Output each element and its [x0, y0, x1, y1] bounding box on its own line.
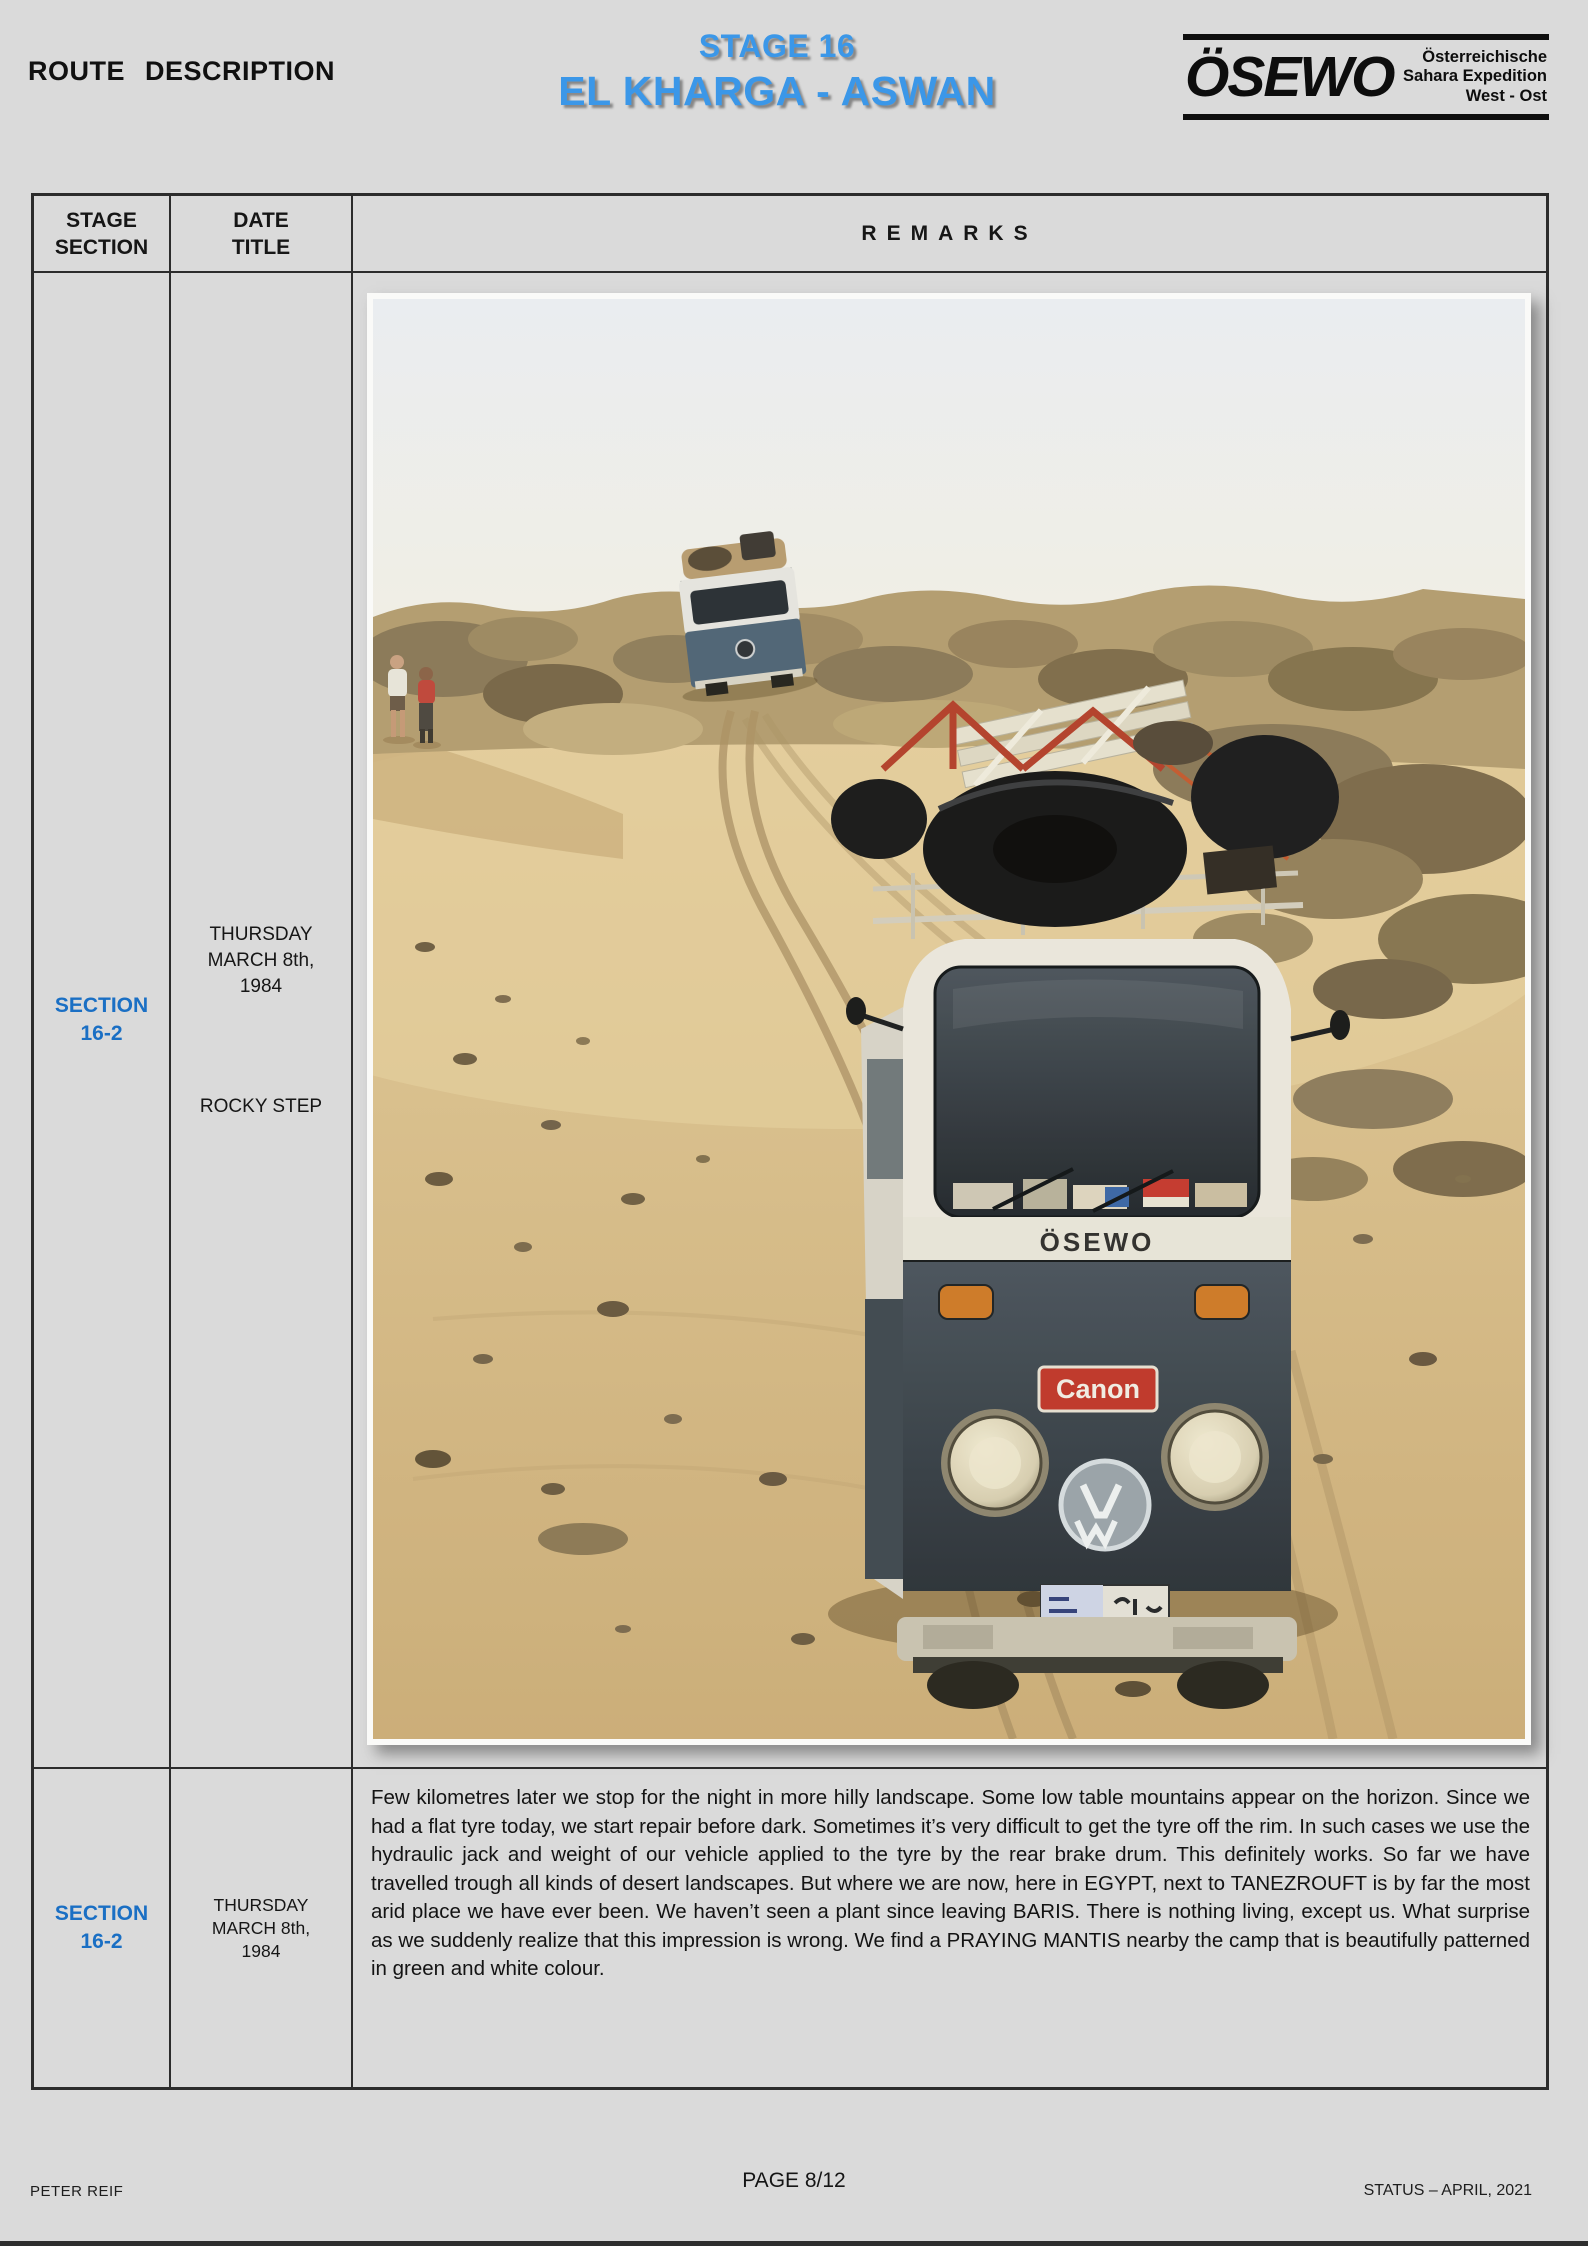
header-section-line: SECTION	[54, 235, 149, 259]
row2-date-cell	[171, 1769, 353, 2087]
date-weekday: THURSDAY	[213, 1894, 309, 1915]
header-title-line: TITLE	[231, 235, 291, 259]
logo-subtitle-line3: West - Ost	[1465, 86, 1547, 105]
footer-author: PETER REIF	[30, 2183, 124, 2200]
route-table	[31, 193, 1549, 2090]
row1-remarks-cell	[353, 273, 1546, 1769]
row2-remarks-cell	[353, 1769, 1546, 2087]
section-label	[55, 992, 148, 1048]
row1-date	[208, 922, 315, 1000]
logo-subtitle-line1: Österreichische	[1422, 47, 1547, 66]
desert-photo-illustration	[373, 299, 1525, 1739]
remarks-paragraph: Few kilometres later we stop for the night in more hilly landscape. Some low table mountains appear on the horizon. Since we had a flat tyre today, we start repair before dark. Sometimes it’s very difficult to get the tyre off the rim. In such cases we use the hydraulic jack and weight of our vehicle applied to the tyre by the rear brake drum. This definitely works. So far we have travelled trough all kinds of desert landscapes. But where we are now, here in EGYPT, next to TANEZROUFT is by far the most arid place we have ever been. We haven’t seen a plant since leaving BARIS. There is nothing living, except us. What surprise as we suddenly realize that this impression is wrong. We find a PRAYING MANTIS nearby the camp that is beautifully patterned in green and white colour.	[371, 1786, 1530, 1980]
row2-date	[212, 1894, 310, 1963]
canon-sticker-label: Canon	[1056, 1374, 1140, 1404]
header-remarks-label: REMARKS	[861, 222, 1038, 245]
logo-subtitle-line2: Sahara Expedition	[1403, 67, 1547, 86]
header-stage-line: STAGE	[66, 208, 137, 232]
date-year: 1984	[239, 975, 283, 997]
row2-section-cell	[34, 1769, 171, 2087]
row1-date-title-cell	[171, 273, 353, 1769]
osewo-logo	[1183, 34, 1549, 120]
expedition-photo	[367, 293, 1531, 1745]
table-row-photo	[34, 273, 1546, 1769]
section-number: 16-2	[80, 1022, 123, 1045]
footer-status: STATUS – APRIL, 2021	[1363, 2182, 1532, 2199]
date-weekday: THURSDAY	[209, 923, 313, 945]
stage-section-title: ROCKY STEP	[199, 1095, 323, 1117]
date-day: MARCH 8th,	[207, 949, 315, 971]
page-bottom-edge	[0, 2241, 1588, 2246]
table-row-remarks	[34, 1769, 1546, 2087]
osewo-logo-wordmark: ÖSEWO	[1185, 44, 1394, 109]
row1-section-cell	[34, 273, 171, 1769]
stage-title-block	[477, 28, 1077, 115]
header-date-line: DATE	[233, 208, 289, 232]
section-label	[55, 1900, 148, 1956]
table-header-row	[34, 196, 1546, 273]
section-word: SECTION	[54, 994, 149, 1017]
page-title: ROUTE DESCRIPTION	[28, 56, 336, 86]
header-date-title	[171, 196, 353, 273]
date-year: 1984	[241, 1940, 281, 1961]
section-number: 16-2	[80, 1930, 123, 1953]
van-roof-label: ÖSEWO	[1039, 1227, 1155, 1257]
stage-number: STAGE 16	[698, 28, 856, 64]
osewo-logo-subtitle	[1403, 48, 1547, 107]
header-remarks	[353, 196, 1546, 273]
date-day: MARCH 8th,	[211, 1917, 311, 1938]
footer-page-number: PAGE 8/12	[742, 2169, 846, 2192]
stage-route: EL KHARGA - ASWAN	[558, 68, 996, 114]
header-stage-section	[34, 196, 171, 273]
section-word: SECTION	[54, 1902, 149, 1925]
